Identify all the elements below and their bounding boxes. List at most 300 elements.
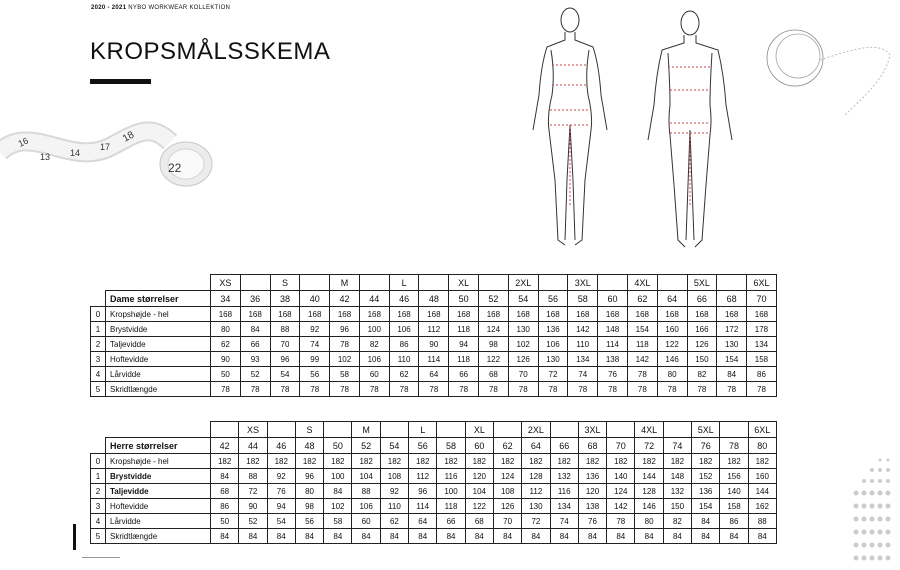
- measurement-value: 62: [380, 514, 408, 529]
- measurement-value: 68: [211, 484, 239, 499]
- measurement-value: 56: [295, 514, 323, 529]
- tape-number: 14: [70, 148, 81, 158]
- measurement-value: 96: [409, 484, 437, 499]
- measurement-value: 78: [747, 382, 777, 397]
- measurement-value: 84: [437, 529, 465, 544]
- measurement-value: 168: [449, 307, 479, 322]
- measurement-value: 116: [437, 469, 465, 484]
- measurement-value: 110: [380, 499, 408, 514]
- letter-size-cell: [550, 422, 578, 438]
- measurement-value: 78: [717, 382, 747, 397]
- measurement-value: 78: [508, 382, 538, 397]
- letter-size-cell: [493, 422, 521, 438]
- table-row: [91, 484, 777, 499]
- female-figure-icon: [533, 8, 607, 245]
- measurement-value: 84: [211, 529, 239, 544]
- measurement-value: 78: [330, 337, 360, 352]
- measurement-value: 78: [687, 382, 717, 397]
- measurement-value: 58: [324, 514, 352, 529]
- numeric-size-cell: 36: [240, 291, 270, 307]
- measurement-value: 182: [267, 454, 295, 469]
- table-row: [91, 514, 777, 529]
- women-size-table: [90, 274, 777, 397]
- measurement-value: 142: [627, 352, 657, 367]
- measurement-value: 130: [508, 322, 538, 337]
- letter-size-cell: 5XL: [687, 275, 717, 291]
- measurement-value: 110: [568, 337, 598, 352]
- measurement-value: 178: [747, 322, 777, 337]
- measurement-value: 148: [598, 322, 628, 337]
- measurement-value: 66: [240, 337, 270, 352]
- measurement-value: 138: [598, 352, 628, 367]
- measurement-value: 182: [295, 454, 323, 469]
- measurement-value: 94: [267, 499, 295, 514]
- measurement-value: 134: [550, 499, 578, 514]
- letter-size-cell: 2XL: [508, 275, 538, 291]
- letter-size-cell: 4XL: [627, 275, 657, 291]
- numeric-size-cell: 38: [270, 291, 300, 307]
- letter-size-cell: 6XL: [747, 275, 777, 291]
- measurement-value: 160: [657, 322, 687, 337]
- measurement-value: 78: [330, 382, 360, 397]
- numeric-size-cell: 62: [493, 438, 521, 454]
- measurement-value: 66: [437, 514, 465, 529]
- measurement-value: 168: [508, 307, 538, 322]
- letter-size-cell: 3XL: [568, 275, 598, 291]
- measurement-value: 182: [550, 454, 578, 469]
- row-index: 3: [91, 352, 106, 367]
- measurement-label: Taljevidde: [106, 484, 211, 499]
- measurement-value: 72: [538, 367, 568, 382]
- measurement-value: 84: [607, 529, 635, 544]
- measurement-value: 84: [748, 529, 776, 544]
- measurement-value: 84: [635, 529, 663, 544]
- measurement-label: Hoftevidde: [106, 499, 211, 514]
- page-title: KROPSMÅLSSKEMA: [90, 38, 331, 65]
- measurement-label: Hoftevidde: [106, 352, 211, 367]
- measurement-label: Brystvidde: [106, 469, 211, 484]
- letter-size-cell: [538, 275, 568, 291]
- measurement-value: 168: [389, 307, 419, 322]
- numeric-size-cell: 50: [324, 438, 352, 454]
- decorative-swirl-icon: [760, 20, 900, 130]
- measurement-value: 86: [747, 367, 777, 382]
- letter-size-cell: [657, 275, 687, 291]
- measurement-value: 92: [300, 322, 330, 337]
- measurement-value: 92: [267, 469, 295, 484]
- measurement-value: 84: [493, 529, 521, 544]
- measurement-value: 114: [409, 499, 437, 514]
- measurement-value: 84: [240, 322, 270, 337]
- numeric-size-cell: 52: [479, 291, 509, 307]
- measurement-value: 168: [300, 307, 330, 322]
- numeric-size-cell: 78: [720, 438, 748, 454]
- measurement-value: 84: [295, 529, 323, 544]
- measurement-value: 66: [449, 367, 479, 382]
- table-row: [91, 499, 777, 514]
- measurement-value: 88: [239, 469, 267, 484]
- measurement-value: 104: [352, 469, 380, 484]
- measurement-value: 58: [330, 367, 360, 382]
- measurement-value: 148: [663, 469, 691, 484]
- letter-size-cell: 6XL: [748, 422, 776, 438]
- numeric-size-cell: 74: [663, 438, 691, 454]
- measurement-value: 168: [240, 307, 270, 322]
- measurement-value: 106: [359, 352, 389, 367]
- measurement-value: 182: [522, 454, 550, 469]
- measurement-label: Taljevidde: [106, 337, 211, 352]
- measurement-value: 96: [270, 352, 300, 367]
- measurement-value: 70: [508, 367, 538, 382]
- male-figure-icon: [648, 11, 732, 247]
- measurement-value: 168: [211, 307, 241, 322]
- measurement-value: 100: [437, 484, 465, 499]
- tape-number: 18: [121, 129, 137, 145]
- measurement-label: Kropshøjde - hel: [106, 454, 211, 469]
- measurement-value: 114: [598, 337, 628, 352]
- tape-number: 22: [168, 161, 182, 175]
- row-index: 0: [91, 454, 106, 469]
- numeric-size-cell: 48: [419, 291, 449, 307]
- measurement-value: 88: [270, 322, 300, 337]
- measurement-value: 168: [359, 307, 389, 322]
- numeric-size-cell: 70: [607, 438, 635, 454]
- measurement-value: 114: [419, 352, 449, 367]
- blank-cell: [106, 422, 211, 438]
- measurement-label: Skridtlængde: [106, 529, 211, 544]
- measurement-value: 130: [538, 352, 568, 367]
- row-index: 2: [91, 484, 106, 499]
- numeric-size-cell: 44: [359, 291, 389, 307]
- measurement-value: 50: [211, 514, 239, 529]
- measurement-value: 122: [465, 499, 493, 514]
- letter-size-cell: [380, 422, 408, 438]
- blank-cell: [91, 291, 106, 307]
- measurement-value: 80: [295, 484, 323, 499]
- measurement-value: 168: [419, 307, 449, 322]
- measurement-label: Kropshøjde - hel: [106, 307, 211, 322]
- measurement-value: 126: [508, 352, 538, 367]
- measurement-value: 168: [687, 307, 717, 322]
- measurement-value: 78: [598, 382, 628, 397]
- measurement-value: 96: [295, 469, 323, 484]
- numeric-size-cell: 52: [352, 438, 380, 454]
- collection-years: 2020 - 2021: [91, 5, 127, 11]
- measurement-value: 168: [627, 307, 657, 322]
- measurement-value: 104: [465, 484, 493, 499]
- tape-number: 13: [40, 152, 51, 162]
- collection-tag: [91, 5, 230, 11]
- measurement-value: 182: [692, 454, 720, 469]
- measurement-value: 126: [687, 337, 717, 352]
- measurement-value: 168: [479, 307, 509, 322]
- letter-size-cell: [211, 422, 239, 438]
- measurement-value: 96: [330, 322, 360, 337]
- measurement-value: 84: [267, 529, 295, 544]
- measurement-value: 84: [692, 514, 720, 529]
- table-row: [91, 529, 777, 544]
- measurement-value: 122: [657, 337, 687, 352]
- measurement-value: 156: [720, 469, 748, 484]
- letter-size-cell: 4XL: [635, 422, 663, 438]
- measurement-value: 86: [211, 499, 239, 514]
- measurement-value: 64: [419, 367, 449, 382]
- numeric-size-cell: 68: [717, 291, 747, 307]
- measurement-value: 112: [419, 322, 449, 337]
- letter-size-cell: [267, 422, 295, 438]
- measurement-value: 120: [578, 484, 606, 499]
- measurement-value: 106: [352, 499, 380, 514]
- measurement-value: 72: [522, 514, 550, 529]
- measurement-value: 100: [324, 469, 352, 484]
- numeric-size-cell: 54: [380, 438, 408, 454]
- measurement-value: 182: [437, 454, 465, 469]
- row-index: 0: [91, 307, 106, 322]
- letter-size-cell: XS: [239, 422, 267, 438]
- measurement-value: 146: [635, 499, 663, 514]
- measurement-value: 84: [717, 367, 747, 382]
- numeric-size-cell: 72: [635, 438, 663, 454]
- letter-size-cell: XL: [449, 275, 479, 291]
- numeric-size-cell: 66: [687, 291, 717, 307]
- table-row: [91, 454, 777, 469]
- measurement-value: 118: [449, 322, 479, 337]
- measurement-value: 168: [538, 307, 568, 322]
- measurement-label: Lårvidde: [106, 367, 211, 382]
- measurement-value: 168: [657, 307, 687, 322]
- measurement-value: 144: [635, 469, 663, 484]
- measurement-value: 78: [240, 382, 270, 397]
- measurement-value: 118: [449, 352, 479, 367]
- measurement-value: 84: [380, 529, 408, 544]
- measurement-value: 124: [607, 484, 635, 499]
- numeric-size-cell: 46: [389, 291, 419, 307]
- letter-size-cell: [300, 275, 330, 291]
- measurement-value: 98: [295, 499, 323, 514]
- measurement-value: 168: [598, 307, 628, 322]
- letter-size-cell: [419, 275, 449, 291]
- measurement-value: 154: [627, 322, 657, 337]
- numeric-size-cell: 62: [627, 291, 657, 307]
- measurement-value: 78: [389, 382, 419, 397]
- measurement-value: 168: [330, 307, 360, 322]
- measurement-value: 84: [578, 529, 606, 544]
- measurement-value: 132: [663, 484, 691, 499]
- measurement-value: 182: [493, 454, 521, 469]
- letter-size-cell: M: [352, 422, 380, 438]
- measurement-value: 84: [465, 529, 493, 544]
- row-index: 1: [91, 469, 106, 484]
- measurement-value: 82: [687, 367, 717, 382]
- numeric-size-cell: 50: [449, 291, 479, 307]
- measurement-value: 62: [389, 367, 419, 382]
- measurement-value: 76: [598, 367, 628, 382]
- measurement-value: 182: [748, 454, 776, 469]
- measurement-value: 160: [748, 469, 776, 484]
- numeric-size-cell: 42: [330, 291, 360, 307]
- measurement-value: 78: [270, 382, 300, 397]
- measurement-value: 146: [657, 352, 687, 367]
- measurement-value: 102: [324, 499, 352, 514]
- numeric-size-cell: 40: [300, 291, 330, 307]
- measurement-value: 60: [359, 367, 389, 382]
- numeric-size-cell: 68: [578, 438, 606, 454]
- blank-cell: [91, 438, 106, 454]
- measurement-value: 172: [717, 322, 747, 337]
- measurement-value: 74: [550, 514, 578, 529]
- measurement-value: 182: [352, 454, 380, 469]
- table-row: [91, 322, 777, 337]
- measurement-value: 78: [449, 382, 479, 397]
- measurement-value: 142: [607, 499, 635, 514]
- measurement-value: 50: [211, 367, 241, 382]
- group-label: Dame størrelser: [106, 291, 211, 307]
- measurement-value: 134: [568, 352, 598, 367]
- measurement-value: 106: [538, 337, 568, 352]
- measurement-value: 84: [409, 529, 437, 544]
- measurement-value: 154: [692, 499, 720, 514]
- letter-size-cell: [240, 275, 270, 291]
- measurement-value: 84: [211, 469, 239, 484]
- blank-cell: [91, 275, 106, 291]
- letter-size-cell: M: [330, 275, 360, 291]
- table-row: [91, 337, 777, 352]
- numeric-size-row: [91, 291, 777, 307]
- measurement-value: 182: [578, 454, 606, 469]
- numeric-size-cell: 54: [508, 291, 538, 307]
- letter-size-cell: [607, 422, 635, 438]
- measurement-value: 84: [663, 529, 691, 544]
- measurement-value: 182: [607, 454, 635, 469]
- table-row: [91, 382, 777, 397]
- men-size-table: [90, 421, 777, 544]
- group-label: Herre størrelser: [106, 438, 211, 454]
- measurement-value: 168: [568, 307, 598, 322]
- numeric-size-cell: 64: [657, 291, 687, 307]
- title-underline: [90, 79, 151, 84]
- measuring-tape-image: [0, 112, 215, 192]
- numeric-size-row: [91, 438, 777, 454]
- measurement-value: 98: [479, 337, 509, 352]
- measurement-value: 78: [211, 382, 241, 397]
- measurement-value: 122: [479, 352, 509, 367]
- measurement-value: 78: [568, 382, 598, 397]
- decorative-dots-icon: [850, 455, 895, 565]
- measurement-value: 80: [635, 514, 663, 529]
- measurement-value: 78: [538, 382, 568, 397]
- numeric-size-cell: 64: [522, 438, 550, 454]
- measurement-value: 158: [747, 352, 777, 367]
- row-index: 2: [91, 337, 106, 352]
- row-index: 1: [91, 322, 106, 337]
- measurement-value: 152: [692, 469, 720, 484]
- measurement-value: 74: [300, 337, 330, 352]
- measurement-value: 140: [607, 469, 635, 484]
- tape-number: 16: [16, 135, 30, 149]
- measurement-value: 82: [359, 337, 389, 352]
- measurement-value: 130: [717, 337, 747, 352]
- table-row: [91, 352, 777, 367]
- measurement-value: 118: [627, 337, 657, 352]
- measurement-value: 70: [270, 337, 300, 352]
- measurement-value: 54: [267, 514, 295, 529]
- row-index: 4: [91, 514, 106, 529]
- measurement-value: 182: [465, 454, 493, 469]
- measurement-value: 182: [239, 454, 267, 469]
- numeric-size-cell: 44: [239, 438, 267, 454]
- measurement-value: 168: [747, 307, 777, 322]
- measurement-value: 182: [324, 454, 352, 469]
- letter-size-cell: L: [409, 422, 437, 438]
- measurement-value: 78: [419, 382, 449, 397]
- measurement-label: Lårvidde: [106, 514, 211, 529]
- measurement-value: 54: [270, 367, 300, 382]
- measurement-value: 136: [538, 322, 568, 337]
- measurement-value: 136: [692, 484, 720, 499]
- measurement-value: 88: [352, 484, 380, 499]
- numeric-size-cell: 42: [211, 438, 239, 454]
- measurement-value: 78: [627, 382, 657, 397]
- letter-size-cell: S: [295, 422, 323, 438]
- measurement-value: 84: [352, 529, 380, 544]
- letter-size-cell: [720, 422, 748, 438]
- measurement-value: 90: [239, 499, 267, 514]
- measurement-value: 76: [578, 514, 606, 529]
- measurement-value: 78: [359, 382, 389, 397]
- letter-size-cell: XS: [211, 275, 241, 291]
- table-row: [91, 367, 777, 382]
- measurement-value: 68: [479, 367, 509, 382]
- measurement-value: 80: [657, 367, 687, 382]
- numeric-size-cell: 60: [598, 291, 628, 307]
- measurement-value: 60: [352, 514, 380, 529]
- measurement-value: 90: [211, 352, 241, 367]
- measurement-value: 52: [240, 367, 270, 382]
- measurement-value: 76: [267, 484, 295, 499]
- measurement-value: 82: [663, 514, 691, 529]
- measurement-value: 68: [465, 514, 493, 529]
- measurement-value: 102: [508, 337, 538, 352]
- measurement-value: 140: [720, 484, 748, 499]
- measurement-value: 112: [522, 484, 550, 499]
- letter-size-cell: 3XL: [578, 422, 606, 438]
- letter-size-cell: [324, 422, 352, 438]
- measurement-label: Skridtlængde: [106, 382, 211, 397]
- measurement-value: 80: [211, 322, 241, 337]
- table-row: [91, 307, 777, 322]
- measurement-value: 112: [409, 469, 437, 484]
- blank-cell: [106, 275, 211, 291]
- measurement-value: 136: [578, 469, 606, 484]
- letter-size-cell: L: [389, 275, 419, 291]
- measurement-value: 124: [493, 469, 521, 484]
- measurement-value: 166: [687, 322, 717, 337]
- measurement-value: 154: [717, 352, 747, 367]
- measurement-value: 150: [663, 499, 691, 514]
- numeric-size-cell: 56: [538, 291, 568, 307]
- measurement-value: 84: [239, 529, 267, 544]
- measurement-value: 86: [389, 337, 419, 352]
- collection-name: NYBO WORKWEAR KOLLEKTION: [128, 5, 231, 11]
- measurement-value: 52: [239, 514, 267, 529]
- numeric-size-cell: 58: [568, 291, 598, 307]
- row-index: 5: [91, 529, 106, 544]
- measurement-value: 168: [717, 307, 747, 322]
- letter-size-cell: [359, 275, 389, 291]
- measurement-value: 118: [437, 499, 465, 514]
- row-index: 4: [91, 367, 106, 382]
- measurement-value: 88: [748, 514, 776, 529]
